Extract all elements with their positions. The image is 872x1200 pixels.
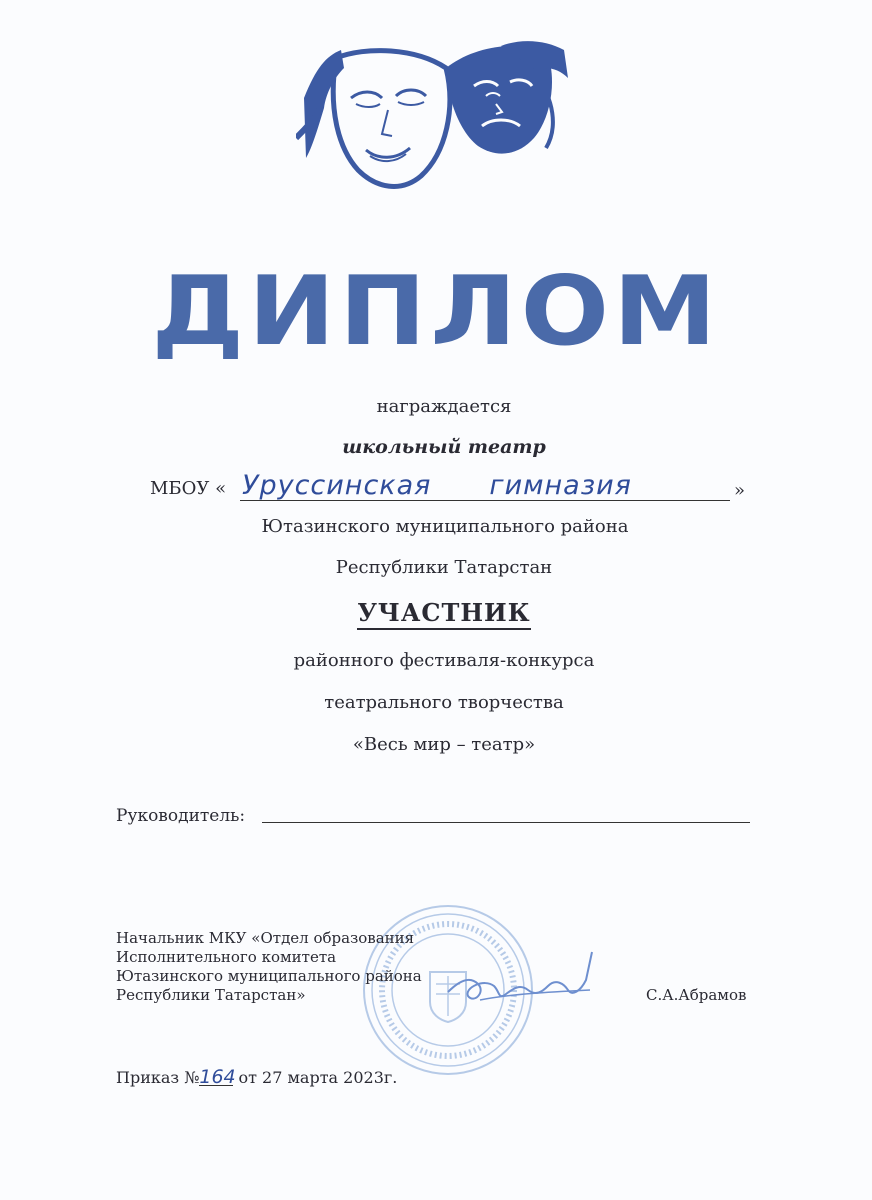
status-text: УЧАСТНИК bbox=[357, 598, 530, 630]
diploma-title: ДИПЛОМ bbox=[151, 254, 721, 368]
recipient-type: школьный театр bbox=[342, 436, 546, 458]
handwritten-school-name bbox=[242, 470, 802, 501]
school-suffix: » bbox=[734, 480, 746, 501]
status-heading bbox=[0, 598, 872, 627]
school-prefix: МБОУ « bbox=[150, 478, 227, 499]
signature-scribble bbox=[440, 940, 600, 1020]
handwritten-name-part-2: гимназия bbox=[489, 470, 632, 501]
order-reference bbox=[116, 1068, 397, 1087]
festival-line-1: районного фестиваля-конкурса bbox=[293, 650, 595, 671]
festival-name: «Весь мир – театр» bbox=[352, 734, 536, 755]
signatory-line-2: Исполнительного комитета bbox=[116, 948, 337, 966]
order-date: от 27 марта 2023г. bbox=[233, 1068, 398, 1087]
handwritten-name-part-1: Уруссинская bbox=[242, 470, 432, 501]
supervisor-line bbox=[262, 822, 750, 823]
signatory-line-1: Начальник МКУ «Отдел образования bbox=[116, 929, 415, 947]
school-name-underline bbox=[240, 500, 730, 501]
order-number: 164 bbox=[199, 1066, 236, 1088]
district-text: Ютазинского муниципального района bbox=[261, 516, 629, 537]
signatory-title bbox=[116, 929, 422, 1005]
supervisor-label: Руководитель: bbox=[116, 806, 246, 826]
order-prefix: Приказ № bbox=[116, 1068, 200, 1087]
theatre-masks-icon bbox=[296, 38, 576, 198]
festival-line-2: театрального творчества bbox=[324, 692, 564, 713]
republic-text: Республики Татарстан bbox=[335, 557, 553, 578]
awarded-text: награждается bbox=[376, 396, 512, 417]
signatory-name: С.А.Абрамов bbox=[646, 986, 747, 1004]
signatory-line-4: Республики Татарстан» bbox=[116, 986, 306, 1004]
signatory-line-3: Ютазинского муниципального района bbox=[116, 967, 422, 985]
